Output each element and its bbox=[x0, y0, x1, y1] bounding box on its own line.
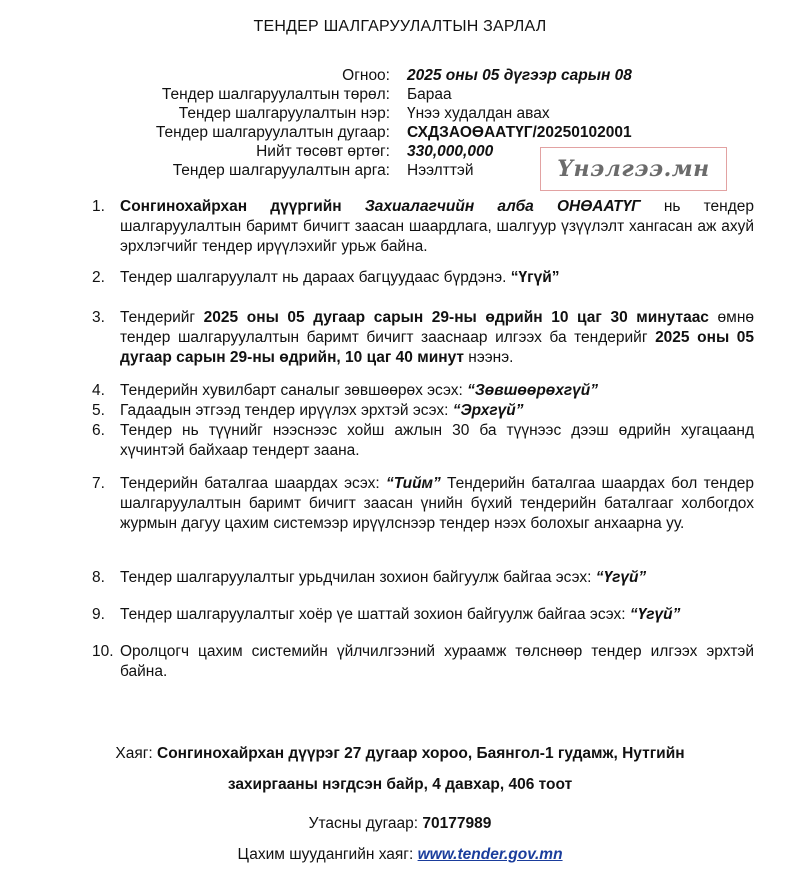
address-value: Сонгинохайрхан дүүрэг 27 дугаар хороо, Баянгол-1 гудамж, Нутгийн bbox=[157, 745, 685, 762]
item-number: 10. bbox=[92, 643, 114, 660]
item-text bbox=[120, 568, 754, 588]
meta-row-number bbox=[0, 123, 800, 143]
item-number: 1. bbox=[92, 198, 105, 215]
item-text-part: “Зөвшөөрөхгүй” bbox=[467, 382, 599, 399]
item-text-part: “Эрхгүй” bbox=[452, 402, 524, 419]
meta-value: 2025 оны 05 дүгээр сарын 08 bbox=[407, 67, 632, 84]
item-text bbox=[120, 642, 754, 682]
item-number: 5. bbox=[92, 402, 105, 419]
item-text bbox=[120, 605, 754, 625]
item-text-part: 2025 оны 05 дугаар сарын 29-ны өдрийн 10 цаг 30 минутаас bbox=[203, 309, 709, 326]
item-text-part: “Үгүй” bbox=[510, 269, 560, 286]
item-text-part: Тендер шалгаруулалтыг хоёр үе шаттай зохион байгуулж байгаа эсэх: bbox=[120, 606, 630, 623]
item-text bbox=[120, 308, 754, 368]
meta-value: Нээлттэй bbox=[407, 162, 474, 179]
address-label: Хаяг: bbox=[115, 745, 158, 762]
page-title: ТЕНДЕР ШАЛГАРУУЛАЛТЫН ЗАРЛАЛ bbox=[253, 18, 547, 35]
footer-phone bbox=[0, 815, 800, 833]
item-text-part: Тендер нь түүнийг нээснээс хойш ажлын 30 ба түүнээс дээш өдрийн хугацаанд хүчинтэй байхаар тендерт заана. bbox=[120, 422, 754, 459]
item-text-part: Тендерийн хувилбарт саналыг зөвшөөрөх эсэх: bbox=[120, 382, 468, 399]
item-text-part: нээнэ. bbox=[464, 349, 514, 366]
item-number: 4. bbox=[92, 382, 105, 399]
item-text bbox=[120, 268, 754, 288]
item-number: 7. bbox=[92, 475, 105, 492]
footer-address-line-1 bbox=[0, 745, 800, 763]
item-text-part: Тендер шалгаруулалт нь дараах багцуудаас бүрдэнэ. bbox=[120, 269, 511, 286]
watermark-stamp: Үнэлгээ.мн bbox=[540, 147, 727, 191]
item-text-part: “Үгүй” bbox=[595, 569, 647, 586]
item-text-part: “Тийм” bbox=[385, 475, 441, 492]
meta-value: СХДЗАОӨААТҮГ/20250102001 bbox=[407, 124, 632, 141]
item-number: 6. bbox=[92, 422, 105, 439]
footer-web bbox=[0, 846, 800, 864]
footer-address-line-2: захиргааны нэгдсэн байр, 4 давхар, 406 тоот bbox=[227, 776, 573, 793]
item-text bbox=[120, 381, 754, 401]
meta-value: 330,000,000 bbox=[407, 143, 494, 160]
item-text-part: Гадаадын этгээд тендер ирүүлэх эрхтэй эсэх: bbox=[120, 402, 453, 419]
item-text-part: “Үгүй” bbox=[629, 606, 681, 623]
item-text-part: Тендерийн баталгаа шаардах эсэх: bbox=[120, 475, 386, 492]
meta-label: Тендер шалгаруулалтын нэр: bbox=[178, 105, 390, 122]
meta-value: Бараа bbox=[407, 86, 452, 103]
item-number: 9. bbox=[92, 606, 105, 623]
phone-label: Утасны дугаар: bbox=[308, 815, 423, 832]
item-number: 3. bbox=[92, 309, 105, 326]
meta-label: Тендер шалгаруулалтын дугаар: bbox=[155, 124, 390, 141]
item-text-part: 2025 оны 05 дугаар сарын 29-ны өдрийн, 10 цаг 40 минут bbox=[120, 329, 754, 366]
phone-value: 70177989 bbox=[422, 815, 492, 832]
item-text bbox=[120, 421, 754, 461]
meta-value: Үнээ худалдан авах bbox=[407, 105, 550, 122]
item-text-part: Тендерийг bbox=[120, 309, 204, 326]
item-text-part: нь тендер шалгаруулалтын баримт бичигт заасан шаардлага, шалгуур үзүүлэлт хангасан аж ахуй эрхлэгчийг тендер ирүүлэхийг урьж байна. bbox=[120, 198, 755, 255]
item-text-part: Захиалагчийн алба ОНӨААТҮГ bbox=[364, 198, 641, 215]
item-text-part: өмнө тендер шалгаруулалтын баримт бичигт зааснаар илгээх ба тендерийг bbox=[120, 309, 755, 346]
meta-row-type bbox=[0, 85, 800, 105]
item-text-part: Тендерийн баталгаа шаардах бол тендер шалгаруулалтын баримт бичигт заасан үнийн бүхий тендерийн баталгааг холбогдох журмын дагуу цахим системээр ирүүлснээр тендер нээх болохыг анхаарна уу. bbox=[120, 475, 754, 532]
meta-label: Тендер шалгаруулалтын арга: bbox=[172, 162, 390, 179]
tender-website-link[interactable]: www.tender.gov.mn bbox=[417, 846, 563, 863]
item-number: 2. bbox=[92, 269, 105, 286]
meta-row-name bbox=[0, 104, 800, 124]
item-text bbox=[120, 197, 754, 257]
meta-row-date bbox=[0, 66, 800, 86]
meta-label: Тендер шалгаруулалтын төрөл: bbox=[161, 86, 390, 103]
web-label: Цахим шуудангийн хаяг: bbox=[237, 846, 418, 863]
item-text bbox=[120, 474, 754, 534]
meta-label: Огноо: bbox=[342, 67, 390, 84]
item-text-part: Оролцогч цахим системийн үйлчилгээний хураамж төлснөөр тендер илгээх эрхтэй байна. bbox=[120, 643, 754, 680]
item-text bbox=[120, 401, 754, 421]
item-number: 8. bbox=[92, 569, 105, 586]
item-text-part: Сонгинохайрхан дүүргийн bbox=[120, 198, 365, 215]
meta-label: Нийт төсөвт өртөг: bbox=[256, 143, 390, 160]
item-text-part: Тендер шалгаруулалтыг урьдчилан зохион байгуулж байгаа эсэх: bbox=[120, 569, 596, 586]
